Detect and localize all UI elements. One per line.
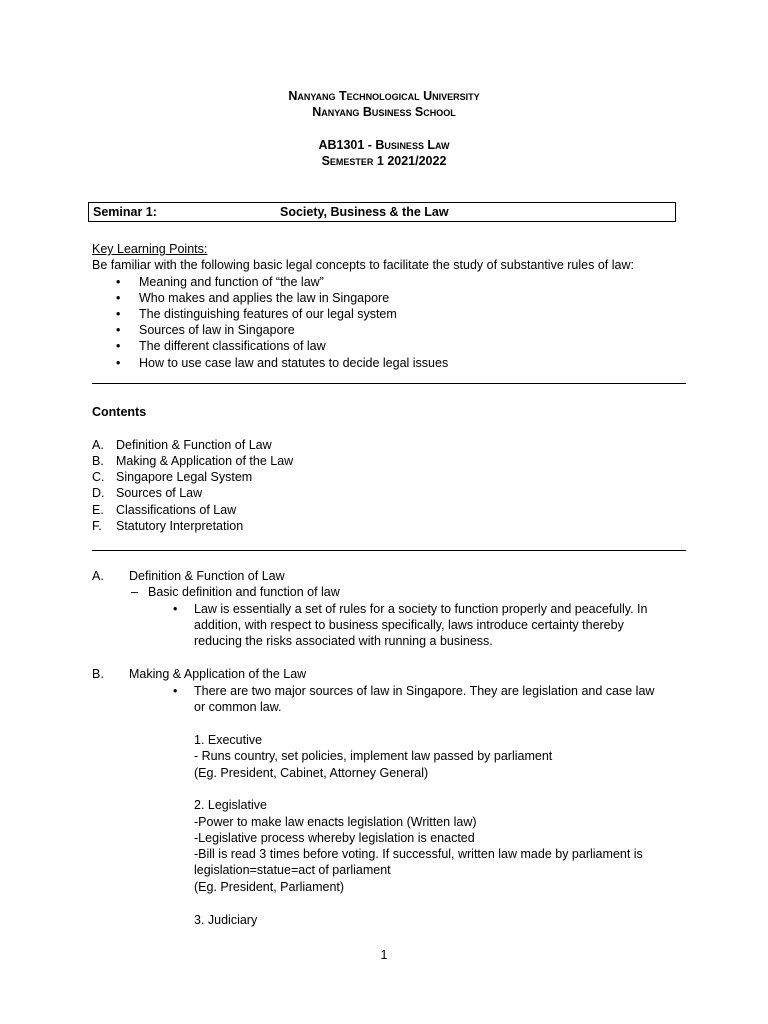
key-point: Meaning and function of “the law”: [139, 275, 324, 289]
bullet-glyph: •: [116, 291, 121, 305]
executive-heading: 1. Executive: [194, 733, 263, 747]
executive-text: - Runs country, set policies, implement law passed by parliament: [194, 749, 553, 763]
contents-item: Making & Application of the Law: [116, 454, 294, 468]
contents-letter: D.: [92, 486, 105, 500]
semester-label: Semester 1 2021/2022: [321, 154, 447, 168]
contents-item: Definition & Function of Law: [116, 438, 272, 452]
bullet-glyph: •: [116, 356, 121, 370]
legislative-text: legislation=statue=act of parliament: [194, 863, 391, 877]
contents-item: Singapore Legal System: [116, 470, 253, 484]
dash-glyph: –: [131, 585, 138, 599]
contents-letter: C.: [92, 470, 105, 484]
university-name: Nanyang Technological University: [288, 89, 480, 103]
legislative-heading: 2. Legislative: [194, 798, 267, 812]
executive-text: (Eg. President, Cabinet, Attorney General): [194, 766, 429, 780]
section-a-text: reducing the risks associated with running a business.: [194, 634, 493, 648]
seminar-title: Society, Business & the Law: [280, 205, 449, 219]
contents-letter: F.: [92, 519, 102, 533]
bullet-glyph: •: [173, 602, 178, 616]
bullet-glyph: •: [116, 307, 121, 321]
section-a-text: Law is essentially a set of rules for a society to function properly and peacefully. In: [194, 602, 648, 616]
contents-item: Sources of Law: [116, 486, 203, 500]
contents-letter: B.: [92, 454, 104, 468]
contents-letter: A.: [92, 438, 104, 452]
section-a-subheading: Basic definition and function of law: [148, 585, 340, 599]
key-point: How to use case law and statutes to decide legal issues: [139, 356, 449, 370]
contents-item: Classifications of Law: [116, 503, 237, 517]
divider: [92, 550, 686, 551]
contents-item: Statutory Interpretation: [116, 519, 244, 533]
section-b-text: or common law.: [194, 700, 282, 714]
legislative-text: -Legislative process whereby legislation is enacted: [194, 831, 475, 845]
school-name: Nanyang Business School: [312, 105, 456, 119]
legislative-text: -Power to make law enacts legislation (Written law): [194, 815, 477, 829]
section-a-text: addition, with respect to business specifically, laws introduce certainty thereby: [194, 618, 624, 632]
legislative-text: (Eg. President, Parliament): [194, 880, 345, 894]
section-b-text: There are two major sources of law in Singapore. They are legislation and case law: [194, 684, 655, 698]
section-b-title: Making & Application of the Law: [129, 667, 307, 681]
key-learning-intro: Be familiar with the following basic legal concepts to facilitate the study of substantive rules of law:: [92, 258, 634, 272]
seminar-box: [88, 202, 676, 222]
contents-letter: E.: [92, 503, 104, 517]
bullet-glyph: •: [173, 684, 178, 698]
course-title: AB1301 - Business Law: [318, 138, 450, 152]
divider: [92, 383, 686, 384]
judiciary-heading: 3. Judiciary: [194, 913, 258, 927]
contents-heading: Contents: [92, 405, 147, 419]
section-a-title: Definition & Function of Law: [129, 569, 285, 583]
seminar-label: Seminar 1:: [93, 205, 157, 219]
bullet-glyph: •: [116, 339, 121, 353]
key-point: The different classifications of law: [139, 339, 326, 353]
key-point: The distinguishing features of our legal system: [139, 307, 397, 321]
key-point: Who makes and applies the law in Singapore: [139, 291, 390, 305]
section-b-letter: B.: [92, 667, 104, 681]
legislative-text: -Bill is read 3 times before voting. If successful, written law made by parliament is: [194, 847, 643, 861]
section-a-letter: A.: [92, 569, 104, 583]
page-number: 1: [380, 948, 388, 962]
bullet-glyph: •: [116, 275, 121, 289]
key-point: Sources of law in Singapore: [139, 323, 295, 337]
key-learning-heading: Key Learning Points:: [92, 242, 208, 256]
bullet-glyph: •: [116, 323, 121, 337]
